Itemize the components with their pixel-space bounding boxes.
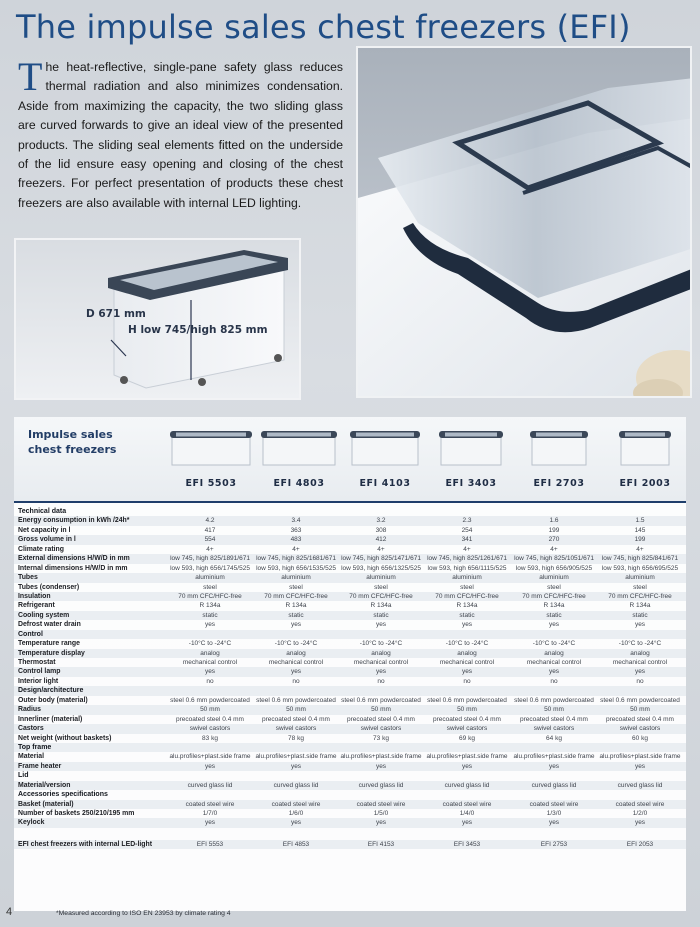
row-label: Design/architecture bbox=[18, 687, 84, 695]
cell-value: R 134a bbox=[370, 602, 392, 610]
cell-value: 341 bbox=[461, 536, 473, 544]
row-label: Internal dimensions H/W/D in mm bbox=[18, 564, 128, 572]
cell-value: swivel castors bbox=[446, 725, 488, 733]
cell-value: precoated steel 0.4 mm bbox=[347, 715, 415, 723]
cell-value: aluminium bbox=[281, 574, 311, 582]
cell-value: curved glass lid bbox=[358, 781, 404, 789]
cell-value: -10°C to -24°C bbox=[445, 640, 489, 648]
row-label: Thermostat bbox=[18, 659, 56, 666]
cell-value: coated steel wire bbox=[442, 800, 492, 808]
cell-value: no bbox=[377, 677, 385, 685]
freezer-thumbnail bbox=[168, 425, 254, 469]
table-row bbox=[14, 809, 686, 818]
cell-value: 50 mm bbox=[286, 706, 306, 714]
cell-value: steel 0.6 mm powdercoated bbox=[600, 696, 680, 704]
freezer-thumbnail bbox=[342, 425, 428, 469]
cell-value: yes bbox=[375, 819, 387, 827]
cell-value: yes bbox=[204, 762, 216, 770]
cell-value: precoated steel 0.4 mm bbox=[606, 715, 674, 723]
model-name: EFI 4103 bbox=[359, 478, 411, 489]
cell-value: yes bbox=[290, 621, 302, 629]
cell-value: precoated steel 0.4 mm bbox=[262, 715, 330, 723]
cell-value: 50 mm bbox=[544, 706, 564, 714]
cell-value: -10°C to -24°C bbox=[274, 640, 318, 648]
cell-value: 83 kg bbox=[202, 734, 218, 742]
section-header-row bbox=[14, 790, 686, 799]
cell-value: swivel castors bbox=[533, 725, 575, 733]
cell-value: precoated steel 0.4 mm bbox=[433, 715, 501, 723]
cell-value: 363 bbox=[290, 526, 302, 534]
table-row bbox=[14, 705, 686, 714]
drop-cap: T bbox=[18, 54, 43, 99]
cell-value: steel bbox=[203, 583, 217, 591]
cell-value: alu.profiles+plast.side frame bbox=[599, 753, 681, 761]
row-label: Number of baskets 250/210/195 mm bbox=[18, 810, 135, 817]
cell-value: precoated steel 0.4 mm bbox=[176, 715, 244, 723]
cell-value: precoated steel 0.4 mm bbox=[520, 715, 588, 723]
cell-value: no bbox=[206, 677, 214, 685]
table-row bbox=[14, 573, 686, 582]
table-row bbox=[14, 526, 686, 535]
cell-value: 64 kg bbox=[546, 734, 562, 742]
cell-value: steel bbox=[460, 583, 474, 591]
table-row bbox=[14, 564, 686, 573]
row-label: Lid bbox=[18, 772, 29, 780]
cell-value: -10°C to -24°C bbox=[188, 640, 232, 648]
cell-value: yes bbox=[290, 819, 302, 827]
page-number: 4 bbox=[6, 906, 13, 918]
cell-value: swivel castors bbox=[619, 725, 661, 733]
row-label: Frame heater bbox=[18, 762, 62, 770]
cell-value: 50 mm bbox=[630, 706, 650, 714]
model-name: EFI 4803 bbox=[273, 478, 325, 489]
cell-value: yes bbox=[548, 819, 560, 827]
page-title: The impulse sales chest freezers (EFI) bbox=[16, 8, 631, 46]
cell-value: curved glass lid bbox=[617, 781, 663, 789]
spec-table bbox=[14, 507, 686, 849]
cell-value: alu.profiles+plast.side frame bbox=[340, 753, 422, 761]
cell-value: 60 kg bbox=[632, 734, 648, 742]
cell-value: 3.2 bbox=[376, 517, 386, 525]
cell-value: analog bbox=[630, 649, 650, 657]
cell-value: 70 mm CFC/HFC-free bbox=[435, 592, 499, 600]
freezer-dimension-photo bbox=[14, 238, 301, 400]
cell-value: 70 mm CFC/HFC-free bbox=[522, 592, 586, 600]
cell-value: 417 bbox=[204, 526, 216, 534]
row-label: Insulation bbox=[18, 592, 51, 600]
row-label: Castors bbox=[18, 725, 44, 733]
cell-value: static bbox=[632, 611, 648, 619]
row-label: Defrost water drain bbox=[18, 621, 81, 629]
cell-value: no bbox=[463, 677, 471, 685]
row-label: Climate rating bbox=[18, 545, 64, 553]
height-dimension-label: H low 745/high 825 mm bbox=[128, 324, 268, 336]
lid-detail-illustration bbox=[358, 48, 692, 398]
cell-value: EFI 4853 bbox=[282, 840, 310, 848]
row-label: Top frame bbox=[18, 743, 52, 751]
table-row bbox=[14, 601, 686, 610]
table-row bbox=[14, 696, 686, 705]
model-name: EFI 2703 bbox=[533, 478, 585, 489]
row-label: Material/version bbox=[18, 781, 71, 789]
depth-dimension-label: D 671 mm bbox=[86, 308, 146, 320]
row-label: Temperature display bbox=[18, 649, 85, 657]
cell-value: low 593, high 656/905/525 bbox=[515, 564, 593, 572]
cell-value: 3.4 bbox=[291, 517, 301, 525]
row-label: Net capacity in l bbox=[18, 526, 71, 534]
table-row bbox=[14, 724, 686, 733]
row-label: Interior light bbox=[18, 677, 59, 685]
cell-value: R 134a bbox=[285, 602, 307, 610]
cell-value: swivel castors bbox=[189, 725, 231, 733]
cell-value: steel 0.6 mm powdercoated bbox=[427, 696, 507, 704]
freezer-thumbnail bbox=[602, 425, 688, 469]
row-label: Gross volume in l bbox=[18, 536, 76, 544]
cell-value: yes bbox=[634, 621, 646, 629]
cell-value: steel bbox=[633, 583, 647, 591]
table-row bbox=[14, 818, 686, 827]
cell-value: low 745, high 825/1471/671 bbox=[341, 555, 421, 563]
model-column bbox=[256, 425, 342, 489]
cell-value: low 745, high 825/1681/671 bbox=[256, 555, 336, 563]
cell-value: -10°C to -24°C bbox=[618, 640, 662, 648]
cell-value: yes bbox=[461, 762, 473, 770]
cell-value: analog bbox=[286, 649, 306, 657]
cell-value: yes bbox=[204, 621, 216, 629]
cell-value: aluminium bbox=[539, 574, 569, 582]
cell-value: no bbox=[292, 677, 300, 685]
cell-value: 70 mm CFC/HFC-free bbox=[178, 592, 242, 600]
cell-value: 308 bbox=[375, 526, 387, 534]
model-column bbox=[428, 425, 514, 489]
cell-value: 1.6 bbox=[549, 517, 559, 525]
row-label: Refrigerant bbox=[18, 602, 55, 610]
table-row bbox=[14, 611, 686, 620]
cell-value: 4+ bbox=[636, 545, 644, 553]
cell-value: 1/4/0 bbox=[459, 810, 475, 817]
cell-value: yes bbox=[634, 762, 646, 770]
table-row bbox=[14, 781, 686, 790]
cell-value: low 745, high 825/841/671 bbox=[601, 555, 679, 563]
cell-value: alu.profiles+plast.side frame bbox=[513, 753, 595, 761]
cell-value: 199 bbox=[634, 536, 646, 544]
freezer-thumbnail bbox=[428, 425, 514, 469]
cell-value: low 593, high 656/1115/525 bbox=[427, 564, 507, 572]
cell-value: no bbox=[636, 677, 644, 685]
cell-value: 4+ bbox=[206, 545, 214, 553]
cell-value: alu.profiles+plast.side frame bbox=[169, 753, 251, 761]
cell-value: 199 bbox=[548, 526, 560, 534]
cell-value: static bbox=[288, 611, 304, 619]
model-name: EFI 3403 bbox=[445, 478, 497, 489]
intro-paragraph bbox=[18, 54, 343, 213]
cell-value: steel 0.6 mm powdercoated bbox=[341, 696, 421, 704]
cell-value: 2.3 bbox=[462, 517, 472, 525]
cell-value: low 593, high 656/1745/525 bbox=[170, 564, 250, 572]
cell-value: 1/3/0 bbox=[546, 810, 562, 817]
cell-value: low 745, high 825/1891/671 bbox=[170, 555, 250, 563]
cell-value: yes bbox=[548, 762, 560, 770]
cell-value: low 745, high 825/1261/671 bbox=[427, 555, 507, 563]
cell-value: steel 0.6 mm powdercoated bbox=[256, 696, 336, 704]
cell-value: R 134a bbox=[456, 602, 478, 610]
cell-value: alu.profiles+plast.side frame bbox=[255, 753, 337, 761]
cell-value: 1/2/0 bbox=[632, 810, 648, 817]
cell-value: static bbox=[459, 611, 475, 619]
cell-value: static bbox=[546, 611, 562, 619]
cell-value: yes bbox=[204, 819, 216, 827]
cell-value: aluminium bbox=[452, 574, 482, 582]
freezer-illustration bbox=[16, 240, 301, 400]
table-row bbox=[14, 800, 686, 809]
section-header-row bbox=[14, 743, 686, 752]
cell-value: analog bbox=[200, 649, 220, 657]
cell-value: coated steel wire bbox=[185, 800, 235, 808]
row-label: Control lamp bbox=[18, 668, 61, 676]
row-label: Temperature range bbox=[18, 640, 80, 648]
table-row bbox=[14, 649, 686, 658]
cell-value: steel 0.6 mm powdercoated bbox=[514, 696, 594, 704]
table-row bbox=[14, 677, 686, 686]
row-label: Technical data bbox=[18, 508, 67, 515]
row-label: Keylock bbox=[18, 819, 45, 827]
cell-value: steel bbox=[374, 583, 388, 591]
freezer-thumbnail bbox=[516, 425, 602, 469]
table-row bbox=[14, 583, 686, 592]
cell-value: swivel castors bbox=[360, 725, 402, 733]
table-row bbox=[14, 620, 686, 629]
table-row bbox=[14, 658, 686, 667]
row-label: Tubes (condenser) bbox=[18, 583, 80, 591]
cell-value: 70 mm CFC/HFC-free bbox=[349, 592, 413, 600]
cell-value: EFI 5553 bbox=[196, 840, 224, 848]
cell-value: coated steel wire bbox=[356, 800, 406, 808]
cell-value: yes bbox=[375, 668, 387, 676]
freezer-thumbnail bbox=[256, 425, 342, 469]
cell-value: 554 bbox=[204, 536, 216, 544]
row-label: Cooling system bbox=[18, 611, 70, 619]
table-row bbox=[14, 592, 686, 601]
cell-value: 73 kg bbox=[373, 734, 389, 742]
cell-value: analog bbox=[544, 649, 564, 657]
table-row bbox=[14, 516, 686, 525]
lid-detail-photo bbox=[356, 46, 692, 398]
table-row bbox=[14, 535, 686, 544]
cell-value: coated steel wire bbox=[529, 800, 579, 808]
cell-value: low 593, high 656/695/525 bbox=[601, 564, 679, 572]
table-row bbox=[14, 639, 686, 648]
model-column bbox=[516, 425, 602, 489]
cell-value: 70 mm CFC/HFC-free bbox=[264, 592, 328, 600]
cell-value: aluminium bbox=[625, 574, 655, 582]
spec-header bbox=[14, 417, 686, 503]
table-row bbox=[14, 715, 686, 724]
table-title-line2: chest freezers bbox=[28, 443, 117, 456]
cell-value: yes bbox=[461, 668, 473, 676]
cell-value: yes bbox=[634, 819, 646, 827]
cell-value: 1.5 bbox=[635, 517, 645, 525]
table-row bbox=[14, 828, 686, 840]
cell-value: static bbox=[373, 611, 389, 619]
cell-value: R 134a bbox=[629, 602, 651, 610]
row-label: Basket (material) bbox=[18, 800, 74, 808]
cell-value: no bbox=[550, 677, 558, 685]
cell-value: yes bbox=[548, 668, 560, 676]
cell-value: EFI 2753 bbox=[540, 840, 568, 848]
footnote: *Measured according to ISO EN 23953 by climate rating 4 bbox=[56, 910, 231, 917]
cell-value: curved glass lid bbox=[187, 781, 233, 789]
cell-value: 4+ bbox=[292, 545, 300, 553]
cell-value: yes bbox=[375, 621, 387, 629]
row-label: Net weight (without baskets) bbox=[18, 734, 112, 742]
cell-value: aluminium bbox=[366, 574, 396, 582]
cell-value: yes bbox=[461, 819, 473, 827]
cell-value: yes bbox=[548, 621, 560, 629]
cell-value: 4+ bbox=[550, 545, 558, 553]
table-row bbox=[14, 554, 686, 563]
table-title bbox=[28, 427, 158, 457]
cell-value: yes bbox=[375, 762, 387, 770]
table-row bbox=[14, 840, 686, 849]
cell-value: EFI 4153 bbox=[367, 840, 395, 848]
table-title-line1: Impulse sales bbox=[28, 428, 113, 441]
cell-value: -10°C to -24°C bbox=[532, 640, 576, 648]
cell-value: curved glass lid bbox=[273, 781, 319, 789]
cell-value: mechanical control bbox=[612, 659, 668, 666]
cell-value: yes bbox=[290, 762, 302, 770]
cell-value: 50 mm bbox=[200, 706, 220, 714]
cell-value: yes bbox=[634, 668, 646, 676]
row-label: Radius bbox=[18, 706, 41, 714]
cell-value: 483 bbox=[290, 536, 302, 544]
cell-value: low 593, high 656/1325/525 bbox=[341, 564, 421, 572]
table-row bbox=[14, 545, 686, 554]
row-label: Energy consumption in kWh /24h* bbox=[18, 517, 130, 525]
spec-panel bbox=[14, 417, 686, 911]
cell-value: alu.profiles+plast.side frame bbox=[426, 753, 508, 761]
cell-value: 1/5/0 bbox=[373, 810, 389, 817]
cell-value: low 593, high 656/1535/525 bbox=[256, 564, 336, 572]
cell-value: yes bbox=[461, 621, 473, 629]
section-header-row bbox=[14, 507, 686, 516]
row-label: Tubes bbox=[18, 574, 38, 582]
model-name: EFI 5503 bbox=[185, 478, 237, 489]
cell-value: 4+ bbox=[463, 545, 471, 553]
cell-value: static bbox=[202, 611, 218, 619]
cell-value: low 745, high 825/1051/671 bbox=[514, 555, 594, 563]
cell-value: steel bbox=[289, 583, 303, 591]
section-header-row bbox=[14, 771, 686, 780]
table-row bbox=[14, 667, 686, 676]
section-header-row bbox=[14, 686, 686, 695]
cell-value: 69 kg bbox=[459, 734, 475, 742]
cell-value: EFI 2053 bbox=[626, 840, 654, 848]
cell-value: yes bbox=[204, 668, 216, 676]
cell-value: 254 bbox=[461, 526, 473, 534]
cell-value: mechanical control bbox=[439, 659, 495, 666]
cell-value: 270 bbox=[548, 536, 560, 544]
cell-value: mechanical control bbox=[526, 659, 582, 666]
row-label: EFI chest freezers with internal LED-light bbox=[18, 840, 153, 848]
table-row bbox=[14, 752, 686, 761]
cell-value: curved glass lid bbox=[444, 781, 490, 789]
cell-value: coated steel wire bbox=[271, 800, 321, 808]
cell-value: steel 0.6 mm powdercoated bbox=[170, 696, 250, 704]
cell-value: curved glass lid bbox=[531, 781, 577, 789]
cell-value: analog bbox=[457, 649, 477, 657]
row-label: External dimensions H/W/D in mm bbox=[18, 555, 130, 563]
table-row bbox=[14, 734, 686, 743]
cell-value: mechanical control bbox=[268, 659, 324, 666]
model-column bbox=[168, 425, 254, 489]
cell-value: 145 bbox=[634, 526, 646, 534]
cell-value: 50 mm bbox=[371, 706, 391, 714]
cell-value: 70 mm CFC/HFC-free bbox=[608, 592, 672, 600]
cell-value: coated steel wire bbox=[615, 800, 665, 808]
row-label: Innerliner (material) bbox=[18, 715, 83, 723]
cell-value: 1/6/0 bbox=[288, 810, 304, 817]
cell-value: mechanical control bbox=[353, 659, 409, 666]
cell-value: 4+ bbox=[377, 545, 385, 553]
cell-value: 78 kg bbox=[288, 734, 304, 742]
cell-value: R 134a bbox=[199, 602, 221, 610]
cell-value: steel bbox=[547, 583, 561, 591]
cell-value: 4.2 bbox=[205, 517, 215, 525]
intro-text: he heat-reflective, single-pane safety glass reduces thermal radiation and also minimizes condensation. Aside from maximizing the capacity, the two sliding glass are curved forwards to give an ideal view of the presented products. The sliding seal elements fitted on the underside of the lid ensure easy opening and closing of the chest freezers. For perfect presentation of products these chest freezers are also available with internal LED lighting. bbox=[18, 60, 343, 210]
row-label: Outer body (material) bbox=[18, 696, 88, 704]
cell-value: R 134a bbox=[543, 602, 565, 610]
cell-value: EFI 3453 bbox=[453, 840, 481, 848]
cell-value: yes bbox=[290, 668, 302, 676]
cell-value: 50 mm bbox=[457, 706, 477, 714]
cell-value: aluminium bbox=[195, 574, 225, 582]
row-label: Material bbox=[18, 753, 45, 761]
section-header-row bbox=[14, 630, 686, 639]
cell-value: -10°C to -24°C bbox=[359, 640, 403, 648]
model-column bbox=[602, 425, 688, 489]
model-column bbox=[342, 425, 428, 489]
cell-value: mechanical control bbox=[182, 659, 238, 666]
row-label: Accessories specifications bbox=[18, 791, 108, 799]
row-label: Control bbox=[18, 630, 43, 638]
cell-value: swivel castors bbox=[275, 725, 317, 733]
model-name: EFI 2003 bbox=[619, 478, 671, 489]
table-row bbox=[14, 762, 686, 771]
cell-value: 1/7/0 bbox=[202, 810, 218, 817]
cell-value: 412 bbox=[375, 536, 387, 544]
cell-value: analog bbox=[371, 649, 391, 657]
